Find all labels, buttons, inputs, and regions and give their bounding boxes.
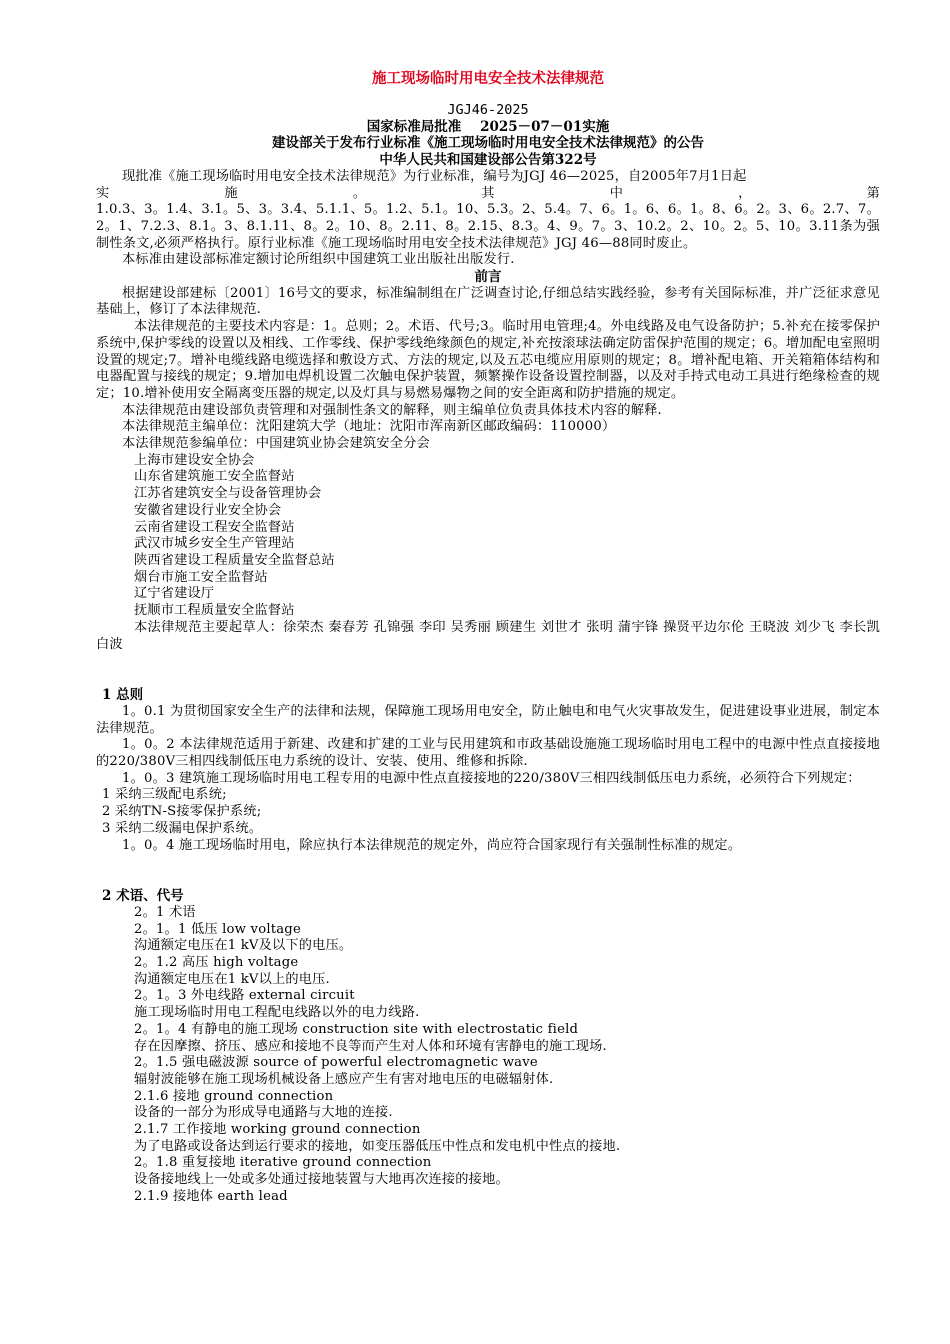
list-item: 2 采纳TN-S接零保护系统;	[102, 804, 262, 820]
list-item: 1 采纳三级配电系统;	[102, 787, 227, 803]
definition-2-1-8: 设备接地线上一处或多处通过接地装置与大地再次连接的接地。	[134, 1172, 509, 1188]
section-2-heading: 2 术语、代号	[102, 888, 184, 905]
announcement-title: 建设部关于发布行业标准《施工现场临时用电安全技术法律规范》的公告	[272, 135, 704, 152]
term-2-1-9: 2.1.9 接地体 earth lead	[134, 1188, 288, 1204]
participant-item: 江苏省建筑安全与设备管理协会	[134, 486, 322, 502]
participant-item: 云南省建设工程安全监督站	[134, 519, 295, 535]
term-2-1-6: 2.1.6 接地 ground connection	[134, 1088, 334, 1104]
preface-paragraph-3: 本法律规范由建设部负责管理和对强制性条文的解释，则主编单位负责具体技术内容的解释.	[122, 402, 662, 418]
definition-2-1-5: 辐射波能够在施工现场机械设备上感应产生有害对地电压的电磁辐射体.	[134, 1071, 554, 1087]
participant-item: 山东省建筑施工安全监督站	[134, 469, 295, 485]
participant-item: 上海市建设安全协会	[134, 452, 255, 468]
participants-list	[96, 453, 880, 620]
announcement-clauses: 1.0.3、3。1.4、3.1。5、3。3.4、5.1.1、5。1.2、5.1。10、5.3。2、5.4。7、6。1。6、6。1。8、6。2。3、6。2.7、7。2。1、7.2.3、8.1。3、8.1.11、8。2。10、8。2.11、8。2.15、8.3。4、9。7。3、10.2。2、10。2。5、10。3.11条为强制性条文,必须严格执行。原行业标准《施工现场临时用电安全技术法律规范》JGJ 46—88同时废止。	[96, 202, 880, 251]
participant-item: 陕西省建设工程质量安全监督总站	[134, 552, 335, 568]
definition-2-1-6: 设备的一部分为形成导电通路与大地的连接.	[134, 1105, 393, 1121]
clause-1-0-2: 1。0。2 本法律规范适用于新建、改建和扩建的工业与民用建筑和市政基础设施施工现场临时用电工程中的电源中性点直接接地的220/380V三相四线制低压电力系统的设计、安装、使用、维修和拆除.	[96, 737, 880, 770]
term-2-1-2: 2。1.2 高压 high voltage	[134, 955, 299, 971]
clause-1-0-4: 1。0。4 施工现场临时用电，除应执行本法律规范的规定外，尚应符合国家现行有关强制性标准的规定。	[122, 837, 742, 853]
section-1-heading: 1 总则	[102, 687, 144, 704]
participant-item: 辽宁省建设厅	[134, 586, 215, 602]
definition-2-1-4: 存在因摩擦、挤压、感应和接地不良等而产生对人体和环境有害静电的施工现场.	[134, 1038, 607, 1054]
preface-participants-intro: 本法律规范参编单位：中国建筑业协会建筑安全分会	[122, 436, 430, 452]
term-2-1-7: 2.1.7 工作接地 working ground connection	[134, 1122, 421, 1138]
preface-heading: 前言	[474, 269, 502, 286]
definition-2-1-7: 为了电路或设备达到运行要求的接地，如变压器低压中性点和发电机中性点的接地.	[134, 1138, 621, 1154]
preface-paragraph-1: 根据建设部建标〔2001〕16号文的要求，标准编制组在广泛调查讨论,仔细总结实践经验，参考有关国际标准，并广泛征求意见基础上，修订了本法律规范.	[96, 285, 880, 318]
term-2-1-4: 2。1。4 有静电的施工现场 construction site with electrostatic field	[134, 1021, 579, 1037]
preface-paragraph-2: 本法律规范的主要技术内容是：1。总则；2。术语、代号;3。临时用电管理;4。外电线路及电气设备防护；5.补充在接零保护系统中,保护零线的设置以及相线、工作零线、保护零线绝缘颜色的规定,补充按滚球法确定防雷保护范围的规定；6。增加配电室照明设置的规定;7。增补电缆线路电缆选择和敷设方式、方法的规定,以及五芯电缆应用原则的规定；8。增补配电箱、开关箱箱体结构和电器配置与接线的规定；9.增加电焊机设置二次触电保护装置，频繁操作设备设置控制器，以及对手持式电动工具进行绝缘检查的规定；10.增补使用安全隔离变压器的规定,以及灯具与易燃易爆物之间的安全距离和防护措施的规定。	[96, 319, 880, 401]
document-page	[96, 68, 880, 1206]
participant-item: 武汉市城乡安全生产管理站	[134, 536, 295, 552]
term-heading: 2。1 术语	[134, 904, 196, 920]
announcement-publisher: 本标准由建设部标准定额讨论所组织中国建筑工业出版社出版发行.	[122, 252, 515, 268]
announcement-line-2: 实 施 。 其 中 ， 第	[96, 185, 880, 201]
term-2-1-5: 2。1.5 强电磁波源 source of powerful electromagnetic wave	[134, 1055, 538, 1071]
participant-item: 抚顺市工程质量安全监督站	[134, 603, 295, 619]
list-item: 3 采纳二级漏电保护系统。	[102, 820, 263, 836]
announcement-line-1: 现批准《施工现场临时用电安全技术法律规范》为行业标准，编号为JGJ 46—2025，自2005年7月1日起	[122, 168, 747, 184]
term-2-1-3: 2。1。3 外电线路 external circuit	[134, 988, 355, 1004]
definition-2-1-1: 沟通额定电压在1 kV及以下的电压。	[134, 938, 353, 954]
drafters-line: 本法律规范主要起草人：徐荣杰 秦春芳 孔锦强 李印 吴秀丽 顾建生 刘世才 张明 蒲宇锋 操贤平边尔伦 王晓波 刘少飞 李长凯 白波	[96, 619, 880, 652]
participant-item: 烟台市施工安全监督站	[134, 569, 268, 585]
participant-item: 安徽省建设行业安全协会	[134, 502, 282, 518]
clause-1-0-3: 1。0。3 建筑施工现场临时用电工程专用的电源中性点直接接地的220/380V三相四线制低压电力系统，必须符合下列规定：	[122, 770, 861, 786]
clause-1-0-1: 1。0.1 为贯彻国家安全生产的法律和法规，保障施工现场用电安全，防止触电和电气火灾事故发生，促进建设事业进展，制定本法律规范。	[96, 703, 880, 736]
standard-code: JGJ46-2025	[447, 102, 529, 118]
announcement-number: 中华人民共和国建设部公告第322号	[379, 152, 597, 169]
approval-line: 国家标准局批准 2025－07－01实施	[366, 118, 610, 135]
term-2-1-8: 2。1.8 重复接地 iterative ground connection	[134, 1155, 432, 1171]
definition-2-1-2: 沟通额定电压在1 kV以上的电压.	[134, 971, 330, 987]
term-2-1-1: 2。1。1 低压 low voltage	[134, 921, 301, 937]
preface-chief-editor: 本法律规范主编单位：沈阳建筑大学（地址：沈阳市浑南新区邮政编码：110000）	[122, 419, 616, 435]
document-title: 施工现场临时用电安全技术法律规范	[372, 70, 604, 87]
definition-2-1-3: 施工现场临时用电工程配电线路以外的电力线路.	[134, 1005, 420, 1021]
